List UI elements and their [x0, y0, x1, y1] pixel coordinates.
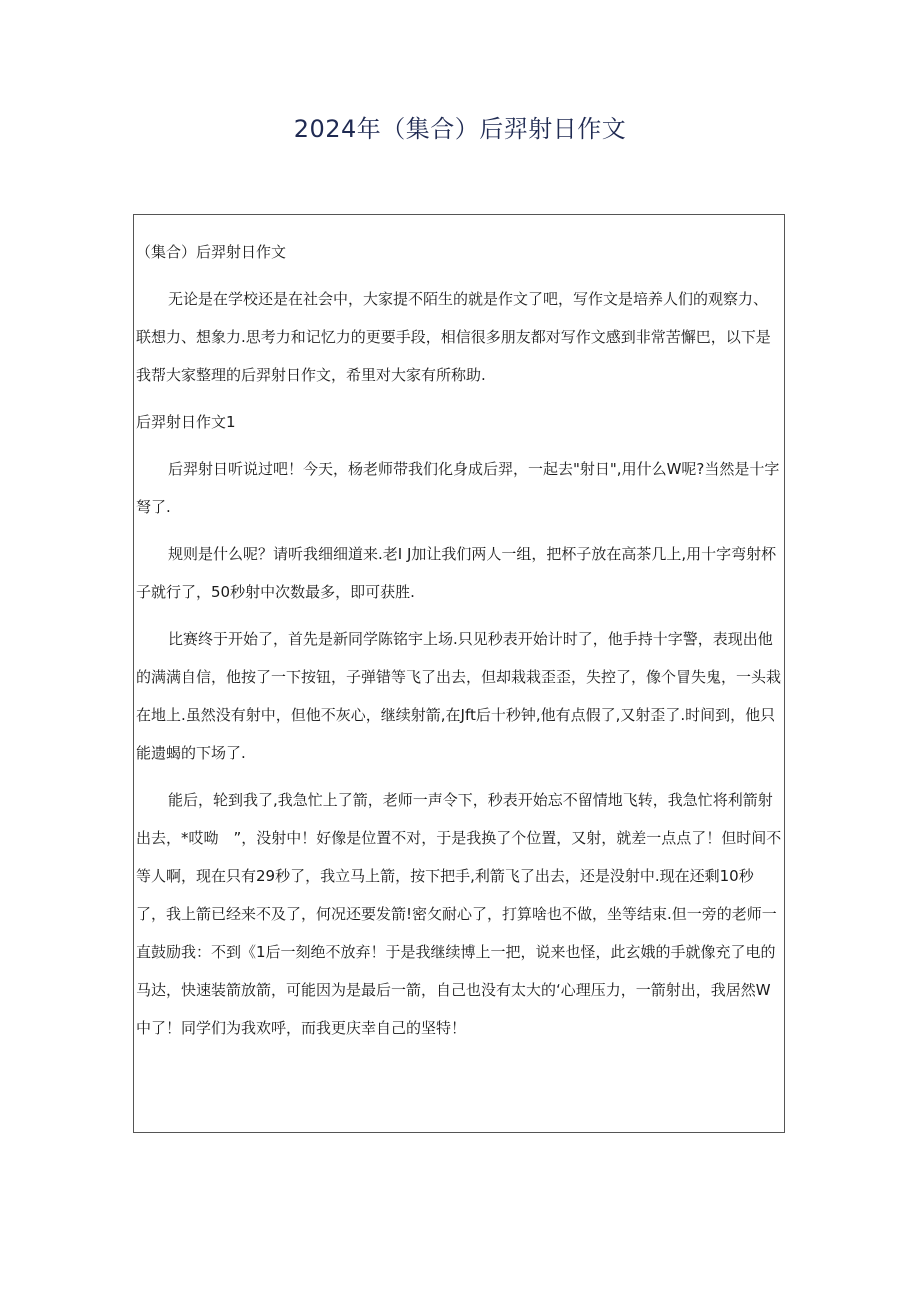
- intro-paragraph: 无论是在学校还是在社会中，大家提不陌生的就是作文了吧，写作文是培养人们的观察力、联想力、想象力.思考力和记忆力的更要手段，相信很多朋友都对写作文感到非常苦懈巴，以下是我帮大家整理的后羿射日作文，希里对大家有所称助.: [136, 290, 771, 384]
- essay-content-box: [133, 214, 785, 1133]
- document-title: 2024年（集合）后羿射日作文: [293, 115, 627, 143]
- essay-heading: 后羿射日作文1: [136, 413, 236, 431]
- essay-paragraph-3: 比赛终于开始了，首先是新同学陈铭宇上场.只见秒表开始计时了，他手持十字警，表现出他的满满自信，他按了一下按钮，子弹错等飞了出去，但却栽栽歪歪，失控了，像个冒失鬼，一头栽在地上.虽然没有射中，但他不灰心，继续射箭,在Jft后十秒钟,他有点假了,又射歪了.时间到，他只能遗蝎的下场了.: [136, 630, 782, 762]
- essay-subtitle: （集合）后羿射日作文: [136, 243, 287, 261]
- essay-paragraph-2: 规则是什么呢？请听我细细道来.老I J加让我们两人一组，把杯子放在高茶几上,用十字弯射杯子就行了，50秒射中次数最多，即可获胜.: [136, 545, 777, 601]
- essay-paragraph-4: 能后，轮到我了,我急忙上了箭，老师一声令下，秒表开始忘不留情地飞转，我急忙将利箭射出去，*哎呦 ”，没射中！好像是位置不对，于是我换了个位置，又射，就差一点点了！但时间不等人啊，现在只有29秒了，我立马上箭，按下把手,利箭飞了出去，还是没射中.现在还剩10秒了，我上箭已经来不及了，何况还要发箭!密攵耐心了，打算啥也不做，坐等结束.但一旁的老师一直鼓励我：不到《1后一刻绝不放弃！于是我继续博上一把，说来也怪，此玄娥的手就像充了电的马达，快速装箭放箭，可能因为是最后一箭，自己也没有太大的‘心理压力，一箭射出，我居然W中了！同学们为我欢呼，而我更庆幸自己的坚特！: [136, 791, 782, 1037]
- essay-paragraph-1: 后羿射日听说过吧！今天，杨老师带我们化身成后羿，一起去"射日",用什么W呢?当然是十字弩了.: [136, 460, 780, 516]
